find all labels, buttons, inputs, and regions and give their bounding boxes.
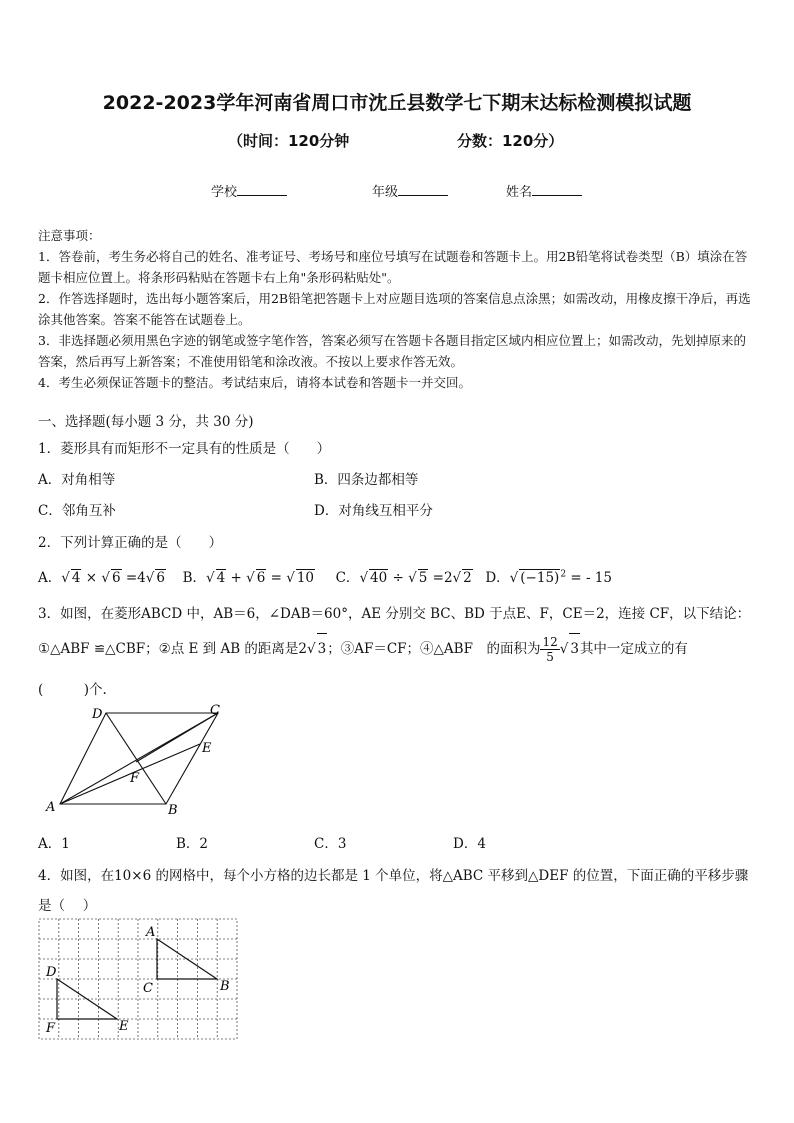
notes-item: 2．作答选择题时，选出每小题答案后，用2B铅笔把答题卡上对应题目选项的答案信息点涂黑；如需改动，用橡皮擦干净后，再选涂其他答案。答案不能答在试题卷上。 bbox=[38, 291, 751, 327]
q1-option-c: C．邻角互补 bbox=[38, 503, 116, 519]
grid-figure bbox=[38, 918, 240, 1042]
notes-heading: 注意事项： bbox=[38, 228, 101, 243]
section-heading: 一、选择题(每小题 3 分，共 30 分) bbox=[38, 414, 254, 430]
fig-label-f: F bbox=[130, 771, 140, 786]
rhombus-figure bbox=[40, 700, 240, 820]
grid-label-d: D bbox=[46, 965, 57, 980]
q2-option-a: A．√ 4 × √ 6 =4√ 6 bbox=[38, 570, 165, 586]
grid-label-b: B bbox=[220, 979, 230, 994]
total-score: 分数：120分） bbox=[457, 132, 564, 150]
fig-label-e: E bbox=[202, 741, 212, 756]
fig-label-d: D bbox=[92, 707, 103, 722]
grade-blank bbox=[398, 183, 448, 196]
q1-option-d: D．对角线互相平分 bbox=[314, 503, 433, 519]
school-blank bbox=[237, 183, 287, 196]
q2-option-b: B．√ 4 + √ 6 = √ 10 bbox=[182, 570, 314, 586]
diagonal-bd bbox=[106, 713, 166, 804]
question-4-stem: 4．如图，在10×6 的网格中，每个小方格的边长都是 1 个单位，将△ABC 平移到△DEF 的位置，下面正确的平移步骤 bbox=[38, 868, 749, 884]
grade-field bbox=[372, 181, 448, 200]
q3-option-c: C．3 bbox=[314, 836, 347, 852]
school-label: 学校 bbox=[211, 185, 238, 200]
question-1-stem: 1．菱形具有而矩形不一定具有的性质是（ ） bbox=[38, 441, 331, 457]
page-title: 2022-2023学年河南省周口市沈丘县数学七下期末达标检测模拟试题 bbox=[102, 92, 692, 114]
question-3-conclusions: ①△ABF ≌△CBF；②点 E 到 AB 的距离是2√ 3；③AF＝CF；④△ABF 的面积为 $\frac{12}{5}$ √ 3其中一定成立的有 bbox=[38, 635, 688, 664]
q2-options bbox=[38, 566, 612, 586]
notes-item: 1．答卷前，考生务必将自己的姓名、准考证号、考场号和座位号填写在试题卷和答题卡上。用2B铅笔将试卷类型（B）填涂在答题卡相应位置上。将条形码粘贴在答题卡右上角"条形码粘贴处"。 bbox=[38, 249, 748, 285]
notes-item: 4．考生必须保证答题卡的整洁。考试结束后，请将本试卷和答题卡一并交回。 bbox=[38, 375, 471, 390]
notes-item: 3．非选择题必须用黑色字迹的钢笔或签字笔作答，答案必须写在答题卡各题目指定区域内相应位置上；如需改动，先划掉原来的答案，然后再写上新答案；不准使用铅笔和涂改液。不按以上要求作答无效。 bbox=[38, 333, 746, 369]
exam-notes bbox=[38, 225, 758, 393]
grid-label-e: E bbox=[119, 1019, 129, 1034]
grid-label-f: F bbox=[46, 1021, 56, 1036]
question-3-stem: 3．如图，在菱形ABCD 中，AB＝6，∠DAB＝60°，AE 分别交 BC、BD 于点E、F，CE＝2，连接 CF，以下结论： bbox=[38, 606, 751, 622]
q1-option-b: B．四条边都相等 bbox=[314, 472, 419, 488]
name-label: 姓名 bbox=[506, 185, 533, 200]
fig-label-c: C bbox=[210, 703, 220, 718]
time-limit: （时间：120分钟 bbox=[228, 132, 350, 150]
q1-option-a: A．对角相等 bbox=[38, 472, 116, 488]
q3-option-d: D．4 bbox=[453, 836, 486, 852]
name-blank bbox=[532, 183, 582, 196]
q2-option-d: D．√ $(-15)^2$ = - 15 bbox=[485, 569, 612, 586]
fraction: $\frac{12}{5}$ bbox=[542, 635, 558, 664]
question-2-stem: 2．下列计算正确的是（ ） bbox=[38, 535, 223, 551]
q3-option-b: B．2 bbox=[176, 836, 209, 852]
grid-label-c: C bbox=[143, 981, 153, 996]
fig-label-b: B bbox=[168, 803, 178, 818]
q3-option-a: A．1 bbox=[38, 836, 70, 852]
grid-label-a: A bbox=[146, 925, 156, 940]
grade-label: 年级 bbox=[372, 185, 399, 200]
fig-label-a: A bbox=[46, 800, 56, 815]
name-field bbox=[506, 181, 582, 200]
q2-option-c: C．√ 40 ÷ √ 5 =2√ 2 bbox=[335, 570, 472, 586]
question-3-blank: ( )个. bbox=[38, 682, 107, 698]
school-field bbox=[211, 181, 287, 200]
question-4-stem-line2: 是（ ） bbox=[38, 898, 97, 914]
